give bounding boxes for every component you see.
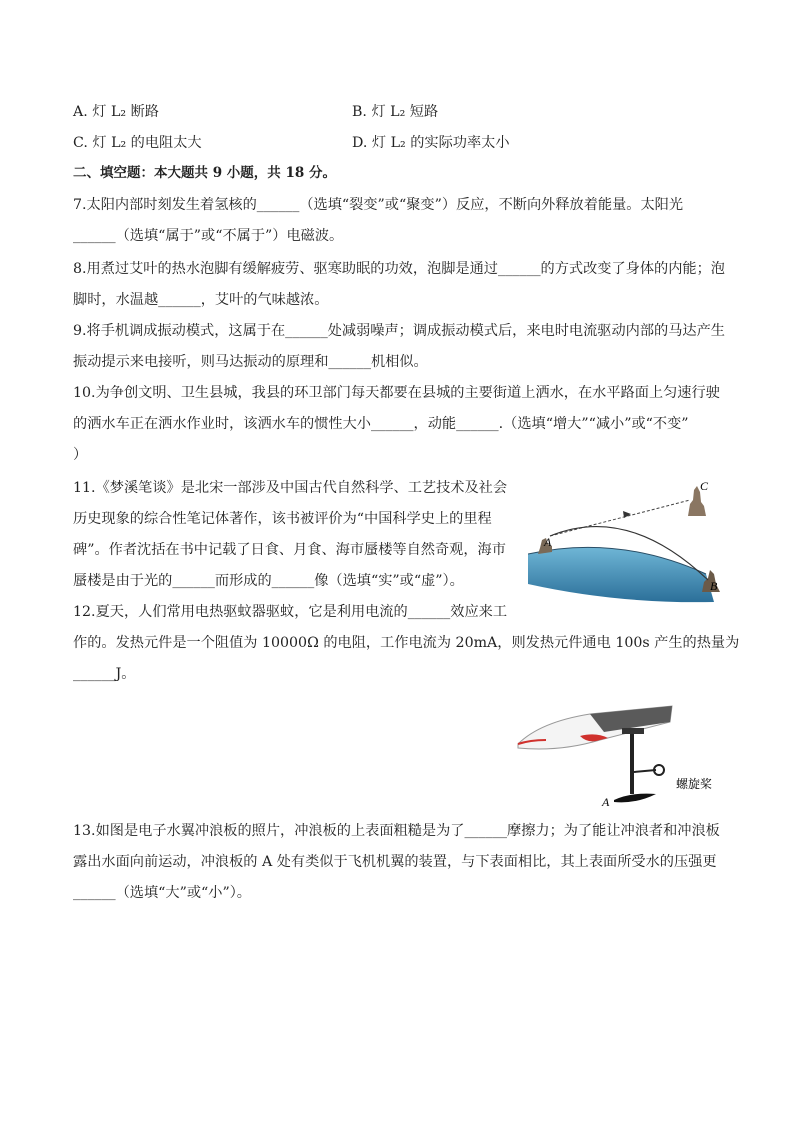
mirage-figure <box>528 474 728 604</box>
q11-line4: 蜃楼是由于光的______而形成的______像（选填“实”或“虚”）。 <box>73 573 464 589</box>
q11-line1: 11.《梦溪笔谈》是北宋一部涉及中国古代自然科学、工艺技术及社会 <box>73 480 508 496</box>
q12-line3: ______J。 <box>73 666 136 682</box>
surfboard-figure <box>510 692 730 812</box>
q7-line1: 7.太阳内部时刻发生着氢核的______（选填“裂变”或“聚变”）反应，不断向外释放着能量。太阳光 <box>73 197 684 213</box>
label-a-board: A <box>602 795 610 809</box>
option-b: B. 灯 L₂ 短路 <box>352 104 439 120</box>
mast-mount <box>622 728 644 734</box>
q13-line3: ______（选填“大”或“小”）。 <box>73 885 251 901</box>
sea-shape <box>528 547 714 602</box>
q7-line2: ______（选填“属于”或“不属于”）电磁波。 <box>73 228 344 244</box>
label-c: C <box>700 479 709 493</box>
section-heading: 二、填空题：本大题共 9 小题，共 18 分。 <box>73 165 336 181</box>
q10-line3: ） <box>73 447 88 463</box>
q8-line2: 脚时，水温越______，艾叶的气味越浓。 <box>73 292 329 308</box>
q13-line1: 13.如图是电子水翼冲浪板的照片，冲浪板的上表面粗糙是为了______摩擦力；为了能让冲浪者和冲浪板 <box>73 823 720 839</box>
q12-line1: 12.夏天，人们常用电热驱蚊器驱蚊，它是利用电流的______效应来工 <box>73 604 508 620</box>
label-a: A <box>544 535 552 549</box>
foil-mast <box>630 732 634 794</box>
q9-line2: 振动提示来电接听，则马达振动的原理和______机相似。 <box>73 354 428 370</box>
q8-line1: 8.用煮过艾叶的热水泡脚有缓解疲劳、驱寒助眠的功效，泡脚是通过______的方式改变了身体的内能；泡 <box>73 261 725 277</box>
q11-line3: 碑”。作者沈括在书中记载了日食、月食、海市蜃楼等自然奇观，海市 <box>73 542 506 558</box>
q10-line1: 10.为争创文明、卫生县城，我县的环卫部门每天都要在县城的主要街道上洒水，在水平路面上匀速行驶 <box>73 385 720 401</box>
option-c: C. 灯 L₂ 的电阻太大 <box>73 135 202 151</box>
propeller-label: 螺旋桨 <box>676 777 713 791</box>
apparent-ray <box>550 500 690 536</box>
option-d: D. 灯 L₂ 的实际功率太小 <box>352 135 510 151</box>
q11-line2: 历史现象的综合性笔记体著作，该书被评价为“中国科学史上的里程 <box>73 511 492 527</box>
label-b: B <box>710 579 718 593</box>
propeller-shaft <box>634 770 656 772</box>
arrow-head <box>623 511 631 518</box>
q13-line2: 露出水面向前运动，冲浪板的 A 处有类似于飞机机翼的装置，与下表面相比，其上表面所受水的压强更 <box>73 854 717 870</box>
q9-line1: 9.将手机调成振动模式，这属于在______处减弱噪声；调成振动模式后，来电时电流驱动内部的马达产生 <box>73 323 725 339</box>
q12-line2: 作的。发热元件是一个阻值为 10000Ω 的电阻，工作电流为 20mA，则发热元件通电 100s 产生的热量为 <box>73 635 740 651</box>
q10-line2: 的洒水车正在洒水作业时，该洒水车的惯性大小______，动能______.（选填“增大”“减小”或“不变” <box>73 416 689 432</box>
hydrofoil-wing <box>614 794 656 803</box>
option-a: A. 灯 L₂ 断路 <box>73 104 159 120</box>
